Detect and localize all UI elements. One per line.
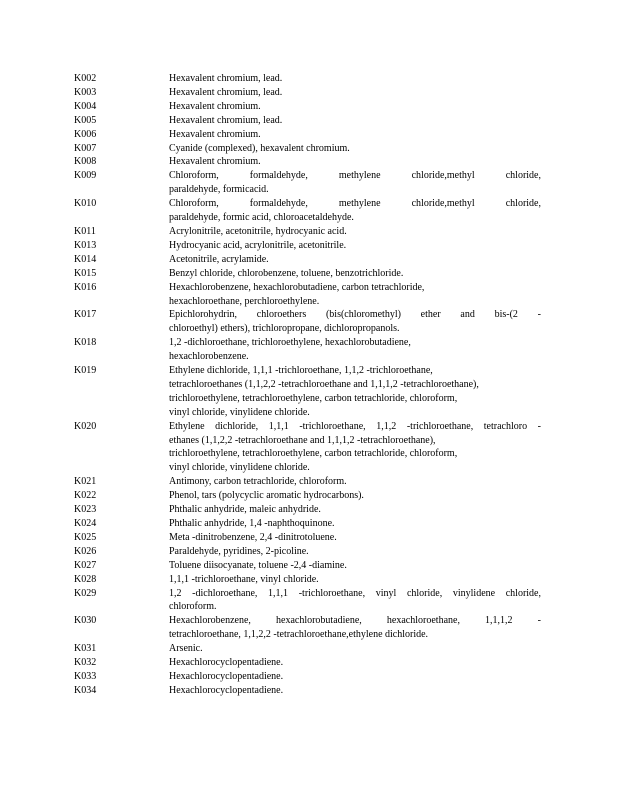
waste-code: K022	[74, 490, 97, 502]
constituents-description	[169, 684, 541, 698]
table-row	[74, 281, 544, 309]
waste-code: K006	[74, 128, 97, 140]
waste-code: K027	[74, 559, 97, 571]
description-line: ethanes (1,1,2,2 -tetrachloroethane and 1,1,1,2 -tetrachloroethane),	[169, 434, 436, 446]
waste-code: K028	[74, 573, 97, 585]
description-line: Hexachlorobenzene, hexachlorobutadiene, carbon tetrachloride,	[169, 281, 425, 293]
table-row	[74, 531, 544, 545]
constituents-description	[169, 128, 541, 142]
table-row	[74, 86, 544, 100]
description-line: Hexavalent chromium.	[169, 128, 261, 140]
constituents-description	[169, 142, 541, 156]
waste-code: K034	[74, 684, 97, 696]
waste-code: K011	[74, 225, 96, 237]
waste-code: K019	[74, 365, 97, 377]
constituents-description	[169, 225, 541, 239]
description-line: Paraldehyde, pyridines, 2-picoline.	[169, 545, 309, 557]
constituents-description	[169, 642, 541, 656]
constituents-description	[169, 475, 541, 489]
table-row	[74, 545, 544, 559]
constituents-description	[169, 614, 541, 642]
table-row	[74, 420, 544, 476]
constituents-description	[169, 253, 541, 267]
description-line: trichloroethylene, tetrachloroethylene, carbon tetrachloride, chloroform,	[169, 392, 458, 404]
waste-code: K016	[74, 281, 97, 293]
table-row	[74, 72, 544, 86]
table-row	[74, 573, 544, 587]
table-row	[74, 587, 544, 615]
table-row	[74, 517, 544, 531]
table-row	[74, 128, 544, 142]
description-line: 1,1,1 -trichloroethane, vinyl chloride.	[169, 573, 319, 585]
table-row	[74, 656, 544, 670]
table-row	[74, 239, 544, 253]
constituents-description	[169, 503, 541, 517]
table-row	[74, 114, 544, 128]
constituents-description	[169, 72, 541, 86]
description-line: Toluene diisocyanate, toluene -2,4 -diamine.	[169, 559, 347, 571]
waste-code: K023	[74, 504, 97, 516]
waste-code: K014	[74, 253, 97, 265]
description-line: Hexavalent chromium.	[169, 100, 261, 112]
table-row	[74, 336, 544, 364]
table-row	[74, 100, 544, 114]
table-row	[74, 197, 544, 225]
waste-code: K018	[74, 337, 97, 349]
constituents-description	[169, 155, 541, 169]
description-line: tetrachloroethane, 1,1,2,2 -tetrachloroethane,ethylene dichloride.	[169, 629, 429, 641]
constituents-description	[169, 114, 541, 128]
description-line: chloroethyl) ethers), trichloropropane, dichloropropanols.	[169, 323, 400, 335]
table-row	[74, 503, 544, 517]
waste-code: K013	[74, 239, 97, 251]
waste-code: K009	[74, 170, 97, 182]
constituents-description	[169, 531, 541, 545]
constituents-description	[169, 420, 541, 476]
description-line: Hexachlorocyclopentadiene.	[169, 657, 284, 669]
waste-code: K007	[74, 142, 97, 154]
waste-code: K033	[74, 670, 97, 682]
waste-code: K032	[74, 657, 97, 669]
description-line: trichloroethylene, tetrachloroethylene, carbon tetrachloride, chloroform,	[169, 448, 458, 460]
description-line: vinyl chloride, vinylidene chloride.	[169, 406, 310, 418]
waste-code: K008	[74, 156, 97, 168]
description-line: Chloroform, formaldehyde, methylene chloride,methyl chloride,	[169, 170, 541, 182]
waste-code: K031	[74, 643, 97, 655]
description-line: Hexachlorobenzene, hexachlorobutadiene, hexachloroethane, 1,1,1,2 -	[169, 615, 541, 627]
description-line: Phenol, tars (polycyclic aromatic hydrocarbons).	[169, 490, 364, 502]
constituents-description	[169, 656, 541, 670]
table-row	[74, 267, 544, 281]
description-line: Benzyl chloride, chlorobenzene, toluene, benzotrichloride.	[169, 267, 404, 279]
constituents-description	[169, 336, 541, 364]
waste-code: K015	[74, 267, 97, 279]
description-line: Phthalic anhydride, maleic anhydride.	[169, 504, 321, 516]
description-line: Ethylene dichloride, 1,1,1 -trichloroethane, 1,1,2 -trichloroethane, tetrachloro -	[169, 420, 541, 432]
constituents-description	[169, 169, 541, 197]
table-row	[74, 670, 544, 684]
description-line: Arsenic.	[169, 643, 203, 655]
waste-code: K002	[74, 73, 97, 84]
table-row	[74, 642, 544, 656]
table-row	[74, 155, 544, 169]
waste-code: K017	[74, 309, 97, 321]
table-row	[74, 684, 544, 698]
description-line: 1,2 -dichloroethane, trichloroethylene, hexachlorobutadiene,	[169, 337, 411, 349]
constituents-description	[169, 573, 541, 587]
description-line: Acrylonitrile, acetonitrile, hydrocyanic acid.	[169, 225, 347, 237]
description-line: Chloroform, formaldehyde, methylene chloride,methyl chloride,	[169, 198, 541, 210]
constituents-description	[169, 587, 541, 615]
description-line: Phthalic anhydride, 1,4 -naphthoquinone.	[169, 518, 335, 529]
waste-code: K005	[74, 114, 97, 126]
waste-code: K020	[74, 420, 97, 432]
table-row	[74, 489, 544, 503]
table-row	[74, 225, 544, 239]
table-row	[74, 559, 544, 573]
table-row	[74, 364, 544, 420]
constituents-description	[169, 364, 541, 420]
waste-code: K010	[74, 198, 97, 210]
constituents-description	[169, 517, 541, 531]
waste-code: K021	[74, 476, 97, 488]
constituents-description	[169, 267, 541, 281]
table-row	[74, 253, 544, 267]
description-line: Hexachlorocyclopentadiene.	[169, 670, 284, 682]
constituents-description	[169, 239, 541, 253]
table-row	[74, 308, 544, 336]
constituents-description	[169, 197, 541, 225]
waste-code: K025	[74, 531, 97, 543]
description-line: Antimony, carbon tetrachloride, chloroform.	[169, 476, 347, 488]
waste-code: K024	[74, 518, 97, 529]
constituents-description	[169, 308, 541, 336]
description-line: paraldehyde, formicacid.	[169, 184, 269, 196]
description-line: hexachloroethane, perchloroethylene.	[169, 295, 320, 307]
table-row	[74, 169, 544, 197]
description-line: hexachlorobenzene.	[169, 351, 249, 363]
description-line: vinyl chloride, vinylidene chloride.	[169, 462, 310, 474]
description-line: 1,2 -dichloroethane, 1,1,1 -trichloroethane, vinyl chloride, vinylidene chloride,	[169, 587, 541, 599]
description-line: Hexavalent chromium, lead.	[169, 73, 283, 84]
description-line: tetrachloroethanes (1,1,2,2 -tetrachloroethane and 1,1,1,2 -tetrachloroethane),	[169, 378, 479, 390]
description-line: Acetonitrile, acrylamide.	[169, 253, 269, 265]
description-line: paraldehyde, formic acid, chloroacetaldehyde.	[169, 212, 354, 224]
description-line: Epichlorohydrin, chloroethers (bis(chloromethyl) ether and bis-(2 -	[169, 309, 541, 321]
waste-code: K003	[74, 86, 97, 98]
constituents-description	[169, 559, 541, 573]
constituents-description	[169, 545, 541, 559]
description-line: Hexavalent chromium, lead.	[169, 86, 283, 98]
description-line: Hexavalent chromium, lead.	[169, 114, 283, 126]
description-line: Hexavalent chromium.	[169, 156, 261, 168]
table-row	[74, 142, 544, 156]
description-line: chloroform.	[169, 601, 217, 613]
waste-code: K030	[74, 615, 97, 627]
description-line: Hexachlorocyclopentadiene.	[169, 684, 284, 696]
description-line: Hydrocyanic acid, acrylonitrile, acetonitrile.	[169, 239, 347, 251]
description-line: Meta -dinitrobenzene, 2,4 -dinitrotoluene.	[169, 531, 337, 543]
description-line: Ethylene dichloride, 1,1,1 -trichloroethane, 1,1,2 -trichloroethane,	[169, 365, 433, 377]
waste-code: K026	[74, 545, 97, 557]
constituents-description	[169, 100, 541, 114]
waste-code: K029	[74, 587, 97, 599]
constituents-description	[169, 670, 541, 684]
description-line: Cyanide (complexed), hexavalent chromium.	[169, 142, 350, 154]
table-row	[74, 475, 544, 489]
waste-code-table	[74, 72, 544, 698]
table-row	[74, 614, 544, 642]
constituents-description	[169, 86, 541, 100]
waste-code: K004	[74, 100, 97, 112]
constituents-description	[169, 281, 541, 309]
constituents-description	[169, 489, 541, 503]
